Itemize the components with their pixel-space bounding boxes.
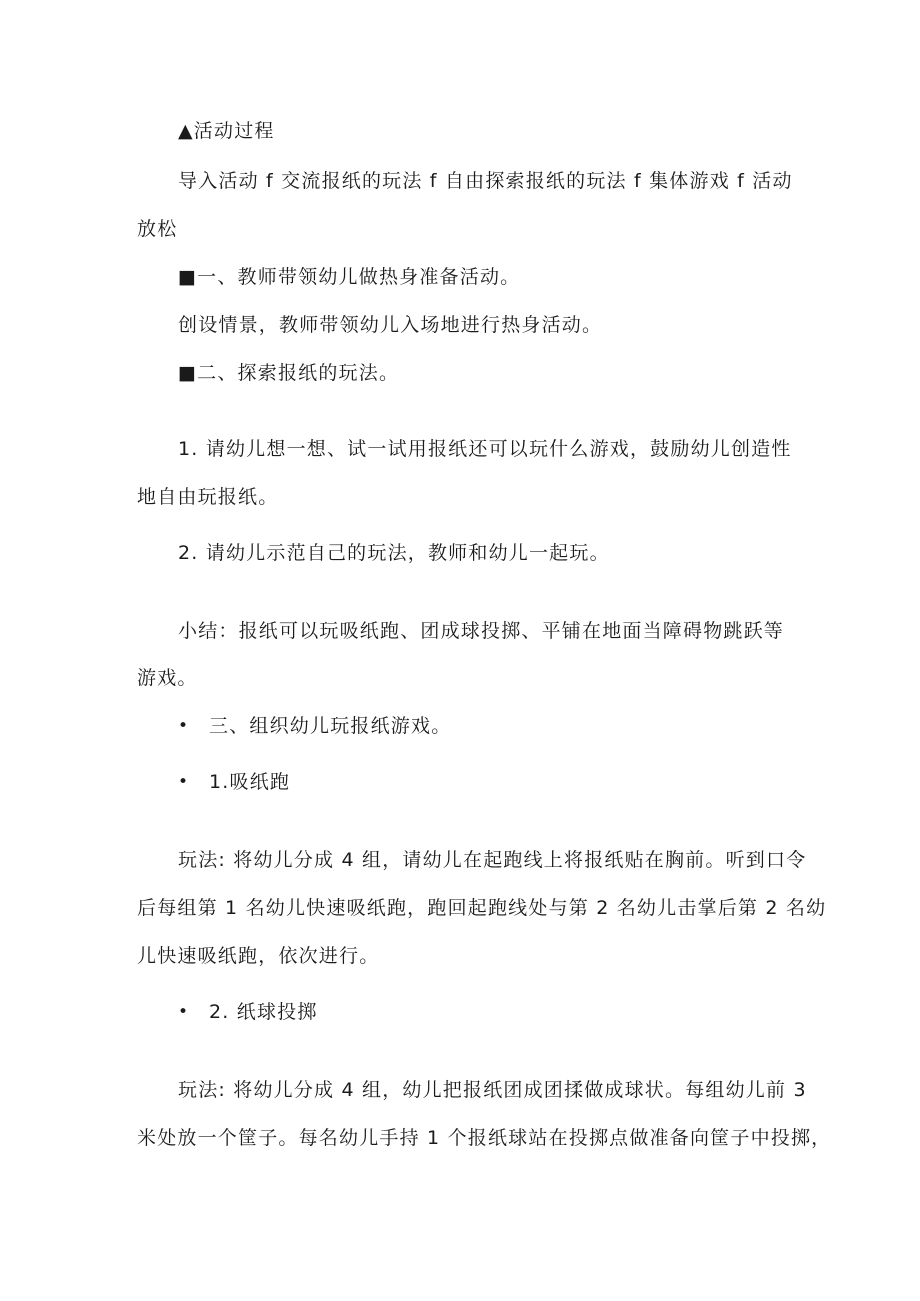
bullet-marker: • xyxy=(178,772,189,792)
game-2-rules-line-2: 米处放一个筐子。每名幼儿手持 1 个报纸球站在投掷点做准备向筐子中投掷， xyxy=(137,1127,832,1149)
flow-line-1: 导入活动 f 交流报纸的玩法 f 自由探索报纸的玩法 f 集体游戏 f 活动 xyxy=(178,170,793,192)
item-2: 2. 请幼儿示范自己的玩法，教师和幼儿一起玩。 xyxy=(178,542,610,564)
bullet-marker: • xyxy=(178,716,189,736)
flow-line-2: 放松 xyxy=(137,218,178,240)
game-2-title: 2. 纸球投掷 xyxy=(209,1001,318,1023)
game-1-rules-line-1: 玩法: 将幼儿分成 4 组，请幼儿在起跑线上将报纸贴在胸前。听到口令 xyxy=(178,849,807,871)
section-1-heading: ■一、教师带领幼儿做热身准备活动。 xyxy=(178,266,521,288)
section-3-heading: 三、组织幼儿玩报纸游戏。 xyxy=(209,715,452,737)
bullet-marker: • xyxy=(178,1002,189,1022)
item-1-line-1: 1. 请幼儿想一想、试一试用报纸还可以玩什么游戏，鼓励幼儿创造性 xyxy=(178,438,792,460)
game-2-rules-line-1: 玩法: 将幼儿分成 4 组，幼儿把报纸团成团揉做成球状。每组幼儿前 3 xyxy=(178,1079,807,1101)
summary-line-1: 小结：报纸可以玩吸纸跑、团成球投掷、平铺在地面当障碍物跳跃等 xyxy=(178,620,785,642)
summary-line-2: 游戏。 xyxy=(137,667,198,689)
game-1-rules-line-3: 儿快速吸纸跑，依次进行。 xyxy=(137,945,380,967)
section-1-text: 创设情景，教师带领幼儿入场地进行热身活动。 xyxy=(178,314,603,336)
section-2-heading: ■二、探索报纸的玩法。 xyxy=(178,362,400,384)
game-1-rules-line-2: 后每组第 1 名幼儿快速吸纸跑，跑回起跑线处与第 2 名幼儿击掌后第 2 名幼 xyxy=(137,897,827,919)
game-1-title: 1.吸纸跑 xyxy=(209,771,291,793)
item-1-line-2: 地自由玩报纸。 xyxy=(137,486,279,508)
process-heading: ▲活动过程 xyxy=(178,120,275,142)
